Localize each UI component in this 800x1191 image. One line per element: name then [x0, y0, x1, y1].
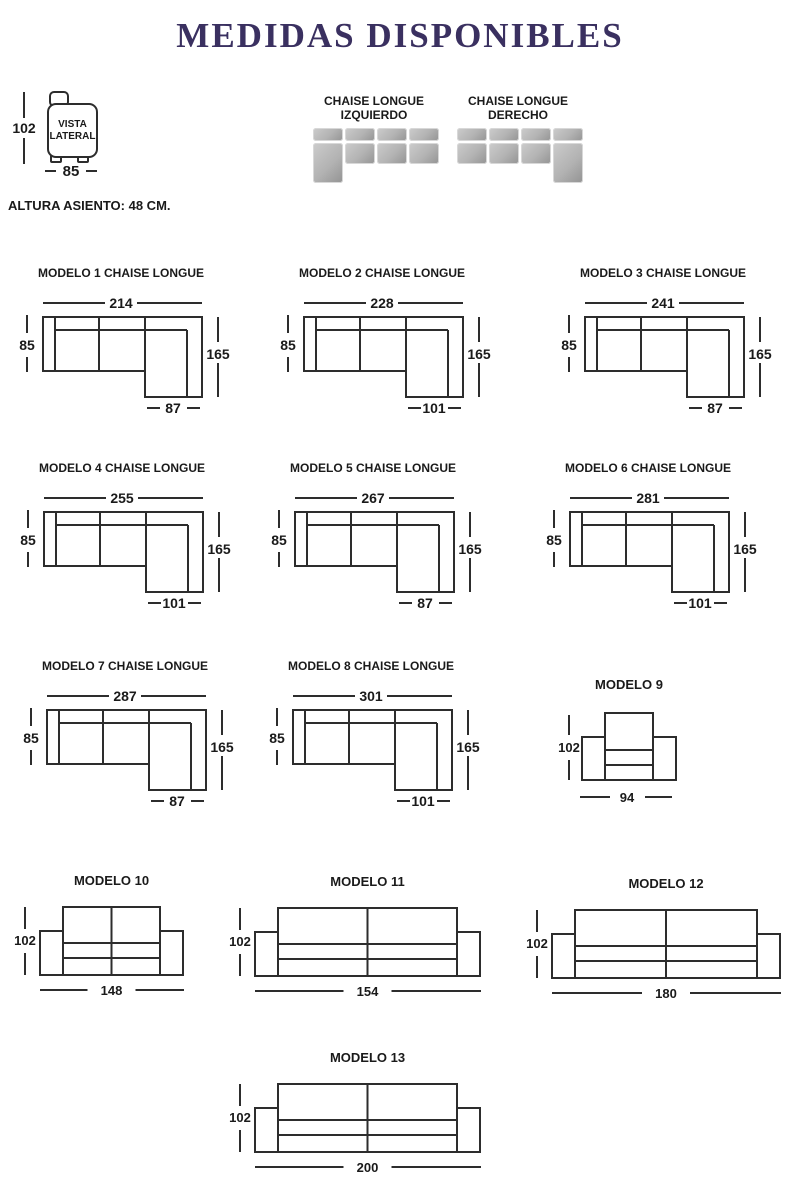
depth-label: 85	[561, 337, 577, 353]
total-depth-label: 165	[748, 346, 772, 362]
height-label: 102	[558, 740, 580, 755]
width-label: 200	[356, 1160, 379, 1175]
total-width-label: 241	[651, 295, 675, 311]
chaise-width-label: 101	[688, 595, 712, 611]
depth-label: 85	[19, 337, 35, 353]
modelo-7-chaise-diagram	[17, 652, 262, 817]
side-view-height-label: 102	[4, 120, 44, 136]
model-title: MODELO 10	[73, 873, 150, 888]
chaise-longue-left-icon	[313, 128, 439, 183]
modelo-13-sofa-diagram	[213, 1046, 522, 1181]
modelo-9-armchair-diagram	[555, 673, 700, 813]
modelo-1-chaise-diagram	[13, 259, 258, 424]
total-width-label: 267	[361, 490, 385, 506]
height-label: 102	[14, 933, 36, 948]
depth-label: 85	[271, 532, 287, 548]
model-title: MODELO 8 CHAISE LONGUE	[287, 659, 455, 673]
modelo-8-chaise-diagram	[263, 652, 508, 817]
side-view-width-dim-line	[45, 170, 56, 172]
total-depth-label: 165	[207, 541, 231, 557]
chaise-width-label: 87	[169, 793, 185, 809]
side-view-height-dim-line	[23, 138, 25, 164]
model-title: MODELO 11	[330, 874, 405, 889]
total-depth-label: 165	[733, 541, 757, 557]
total-width-label: 301	[359, 688, 383, 704]
modelo-3-chaise-diagram	[555, 259, 800, 424]
depth-label: 85	[269, 730, 285, 746]
chaise-width-label: 101	[411, 793, 435, 809]
height-label: 102	[526, 936, 548, 951]
model-title: MODELO 6 CHAISE LONGUE	[564, 461, 732, 475]
chaise-width-label: 101	[422, 400, 446, 416]
total-depth-label: 165	[206, 346, 230, 362]
modelo-5-chaise-diagram	[265, 454, 510, 619]
seat-height-note: ALTURA ASIENTO: 48 CM.	[8, 198, 171, 213]
height-label: 102	[229, 934, 251, 949]
chaise-longue-right-icon	[457, 128, 583, 183]
model-title: MODELO 9	[595, 677, 663, 692]
modelo-2-chaise-diagram	[274, 259, 519, 424]
width-label: 180	[655, 986, 677, 1001]
modelo-10-sofa-diagram	[0, 869, 225, 1004]
chaise-width-label: 87	[707, 400, 723, 416]
model-title: MODELO 5 CHAISE LONGUE	[289, 461, 457, 475]
chaise-width-label: 87	[417, 595, 433, 611]
depth-label: 85	[546, 532, 562, 548]
model-title: MODELO 2 CHAISE LONGUE	[298, 266, 466, 280]
width-label: 94	[619, 790, 635, 805]
chaise-width-label: 101	[162, 595, 186, 611]
total-depth-label: 165	[458, 541, 482, 557]
side-view-width-dim-line	[86, 170, 97, 172]
model-title: MODELO 7 CHAISE LONGUE	[41, 659, 209, 673]
height-label: 102	[229, 1110, 251, 1125]
legend-right-label: CHAISE LONGUE DERECHO	[467, 94, 568, 122]
modelo-12-sofa-diagram	[510, 872, 800, 1007]
side-view-label: VISTA LATERAL	[49, 118, 96, 142]
total-width-label: 281	[636, 490, 660, 506]
total-depth-label: 165	[210, 739, 234, 755]
model-title: MODELO 1 CHAISE LONGUE	[37, 266, 205, 280]
total-width-label: 228	[370, 295, 394, 311]
side-view-height-dim-line	[23, 92, 25, 118]
model-title: MODELO 13	[329, 1050, 406, 1065]
page-title: MEDIDAS DISPONIBLES	[176, 16, 624, 55]
total-depth-label: 165	[456, 739, 480, 755]
side-view-body	[47, 103, 98, 158]
total-width-label: 255	[110, 490, 134, 506]
model-title: MODELO 3 CHAISE LONGUE	[579, 266, 747, 280]
legend-left-label: CHAISE LONGUE IZQUIERDO	[323, 94, 424, 122]
chaise-width-label: 87	[165, 400, 181, 416]
total-width-label: 214	[109, 295, 133, 311]
depth-label: 85	[20, 532, 36, 548]
model-title: MODELO 4 CHAISE LONGUE	[38, 461, 206, 475]
modelo-6-chaise-diagram	[540, 454, 785, 619]
depth-label: 85	[23, 730, 39, 746]
total-depth-label: 165	[467, 346, 491, 362]
width-label: 154	[356, 984, 379, 999]
total-width-label: 287	[113, 688, 137, 704]
depth-label: 85	[280, 337, 296, 353]
width-label: 148	[100, 983, 123, 998]
side-view-width-label: 85	[56, 163, 86, 180]
model-title: MODELO 12	[628, 876, 704, 891]
modelo-11-sofa-diagram	[213, 870, 522, 1005]
modelo-4-chaise-diagram	[14, 454, 259, 619]
